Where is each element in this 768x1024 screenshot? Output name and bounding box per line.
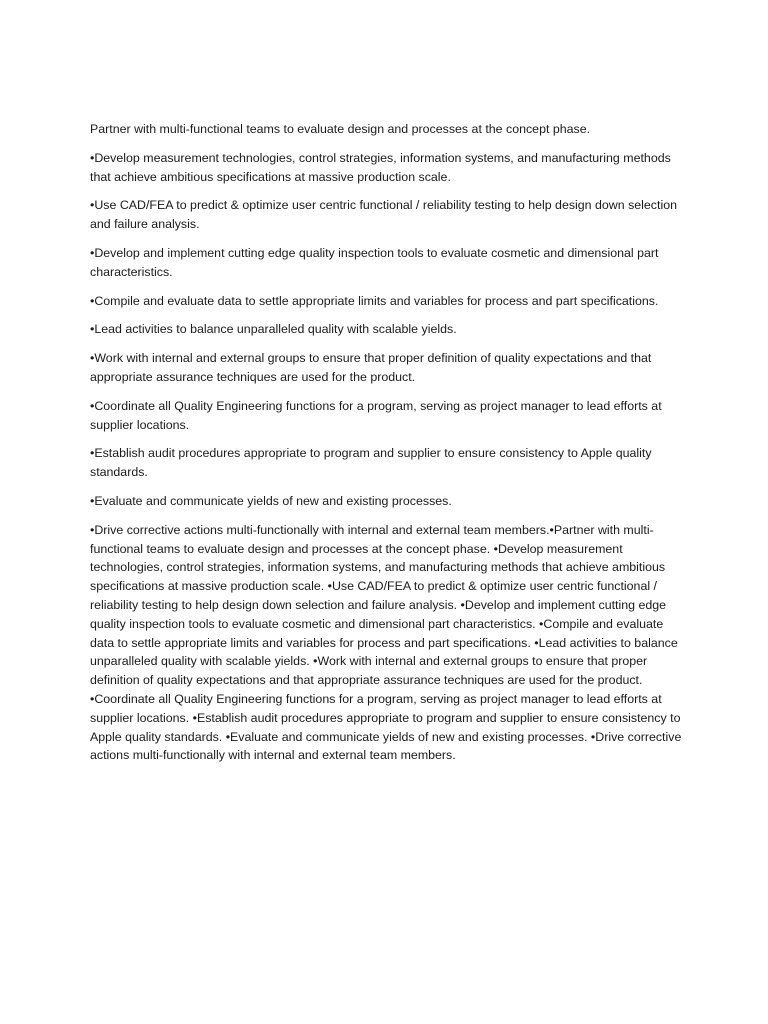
- paragraph-work-with-groups: •Work with internal and external groups to ensure that proper definition of quality expectations and that appropriate assurance techniques are used for the product.: [90, 351, 652, 384]
- paragraph-combined-summary: •Drive corrective actions multi-functionally with internal and external team members.•Partner with multi-functional teams to evaluate design and processes at the concept phase. •Develop measurement technologies, control strategies, information systems, and manufacturing methods that achieve ambitious specifications at massive production scale. •Use CAD/FEA to predict & optimize user centric functional / reliability testing to help design down selection and failure analysis. •Develop and implement cutting edge quality inspection tools to evaluate cosmetic and dimensional part characteristics. •Compile and evaluate data to settle appropriate limits and variables for process and part specifications. •Lead activities to balance unparalleled quality with scalable yields. •Work with internal and external groups to ensure that proper definition of quality expectations and that appropriate assurance techniques are used for the product. •Coordinate all Quality Engineering functions for a program, serving as project manager to lead efforts at supplier locations. •Establish audit procedures appropriate to program and supplier to ensure consistency to Apple quality standards. •Evaluate and communicate yields of new and existing processes. •Drive corrective actions multi-functionally with internal and external team members.: [90, 522, 682, 763]
- paragraph-intro: Partner with multi-functional teams to evaluate design and processes at the concept phase.: [90, 122, 591, 136]
- paragraph-inspection-tools: •Develop and implement cutting edge quality inspection tools to evaluate cosmetic and dimensional part characteristics.: [90, 245, 659, 279]
- paragraph-audit: •Establish audit procedures appropriate to program and supplier to ensure consistency to Apple quality standards.: [90, 446, 652, 480]
- paragraph-compile-data: •Compile and evaluate data to settle appropriate limits and variables for process and part specifications.: [90, 293, 659, 308]
- paragraph-measurement: •Develop measurement technologies, control strategies, information systems, and manufacturing methods that achieve ambitious specifications at massive production scale.: [90, 150, 671, 184]
- document-body: [90, 120, 682, 775]
- paragraph-yields: •Evaluate and communicate yields of new and existing processes.: [90, 493, 452, 508]
- paragraph-lead-activities: •Lead activities to balance unparalleled quality with scalable yields.: [90, 322, 457, 337]
- paragraph-coordinate: •Coordinate all Quality Engineering functions for a program, serving as project manager to lead efforts at supplier locations.: [90, 398, 662, 432]
- paragraph-cad-fea: •Use CAD/FEA to predict & optimize user centric functional / reliability testing to help design down selection and failure analysis.: [90, 198, 677, 232]
